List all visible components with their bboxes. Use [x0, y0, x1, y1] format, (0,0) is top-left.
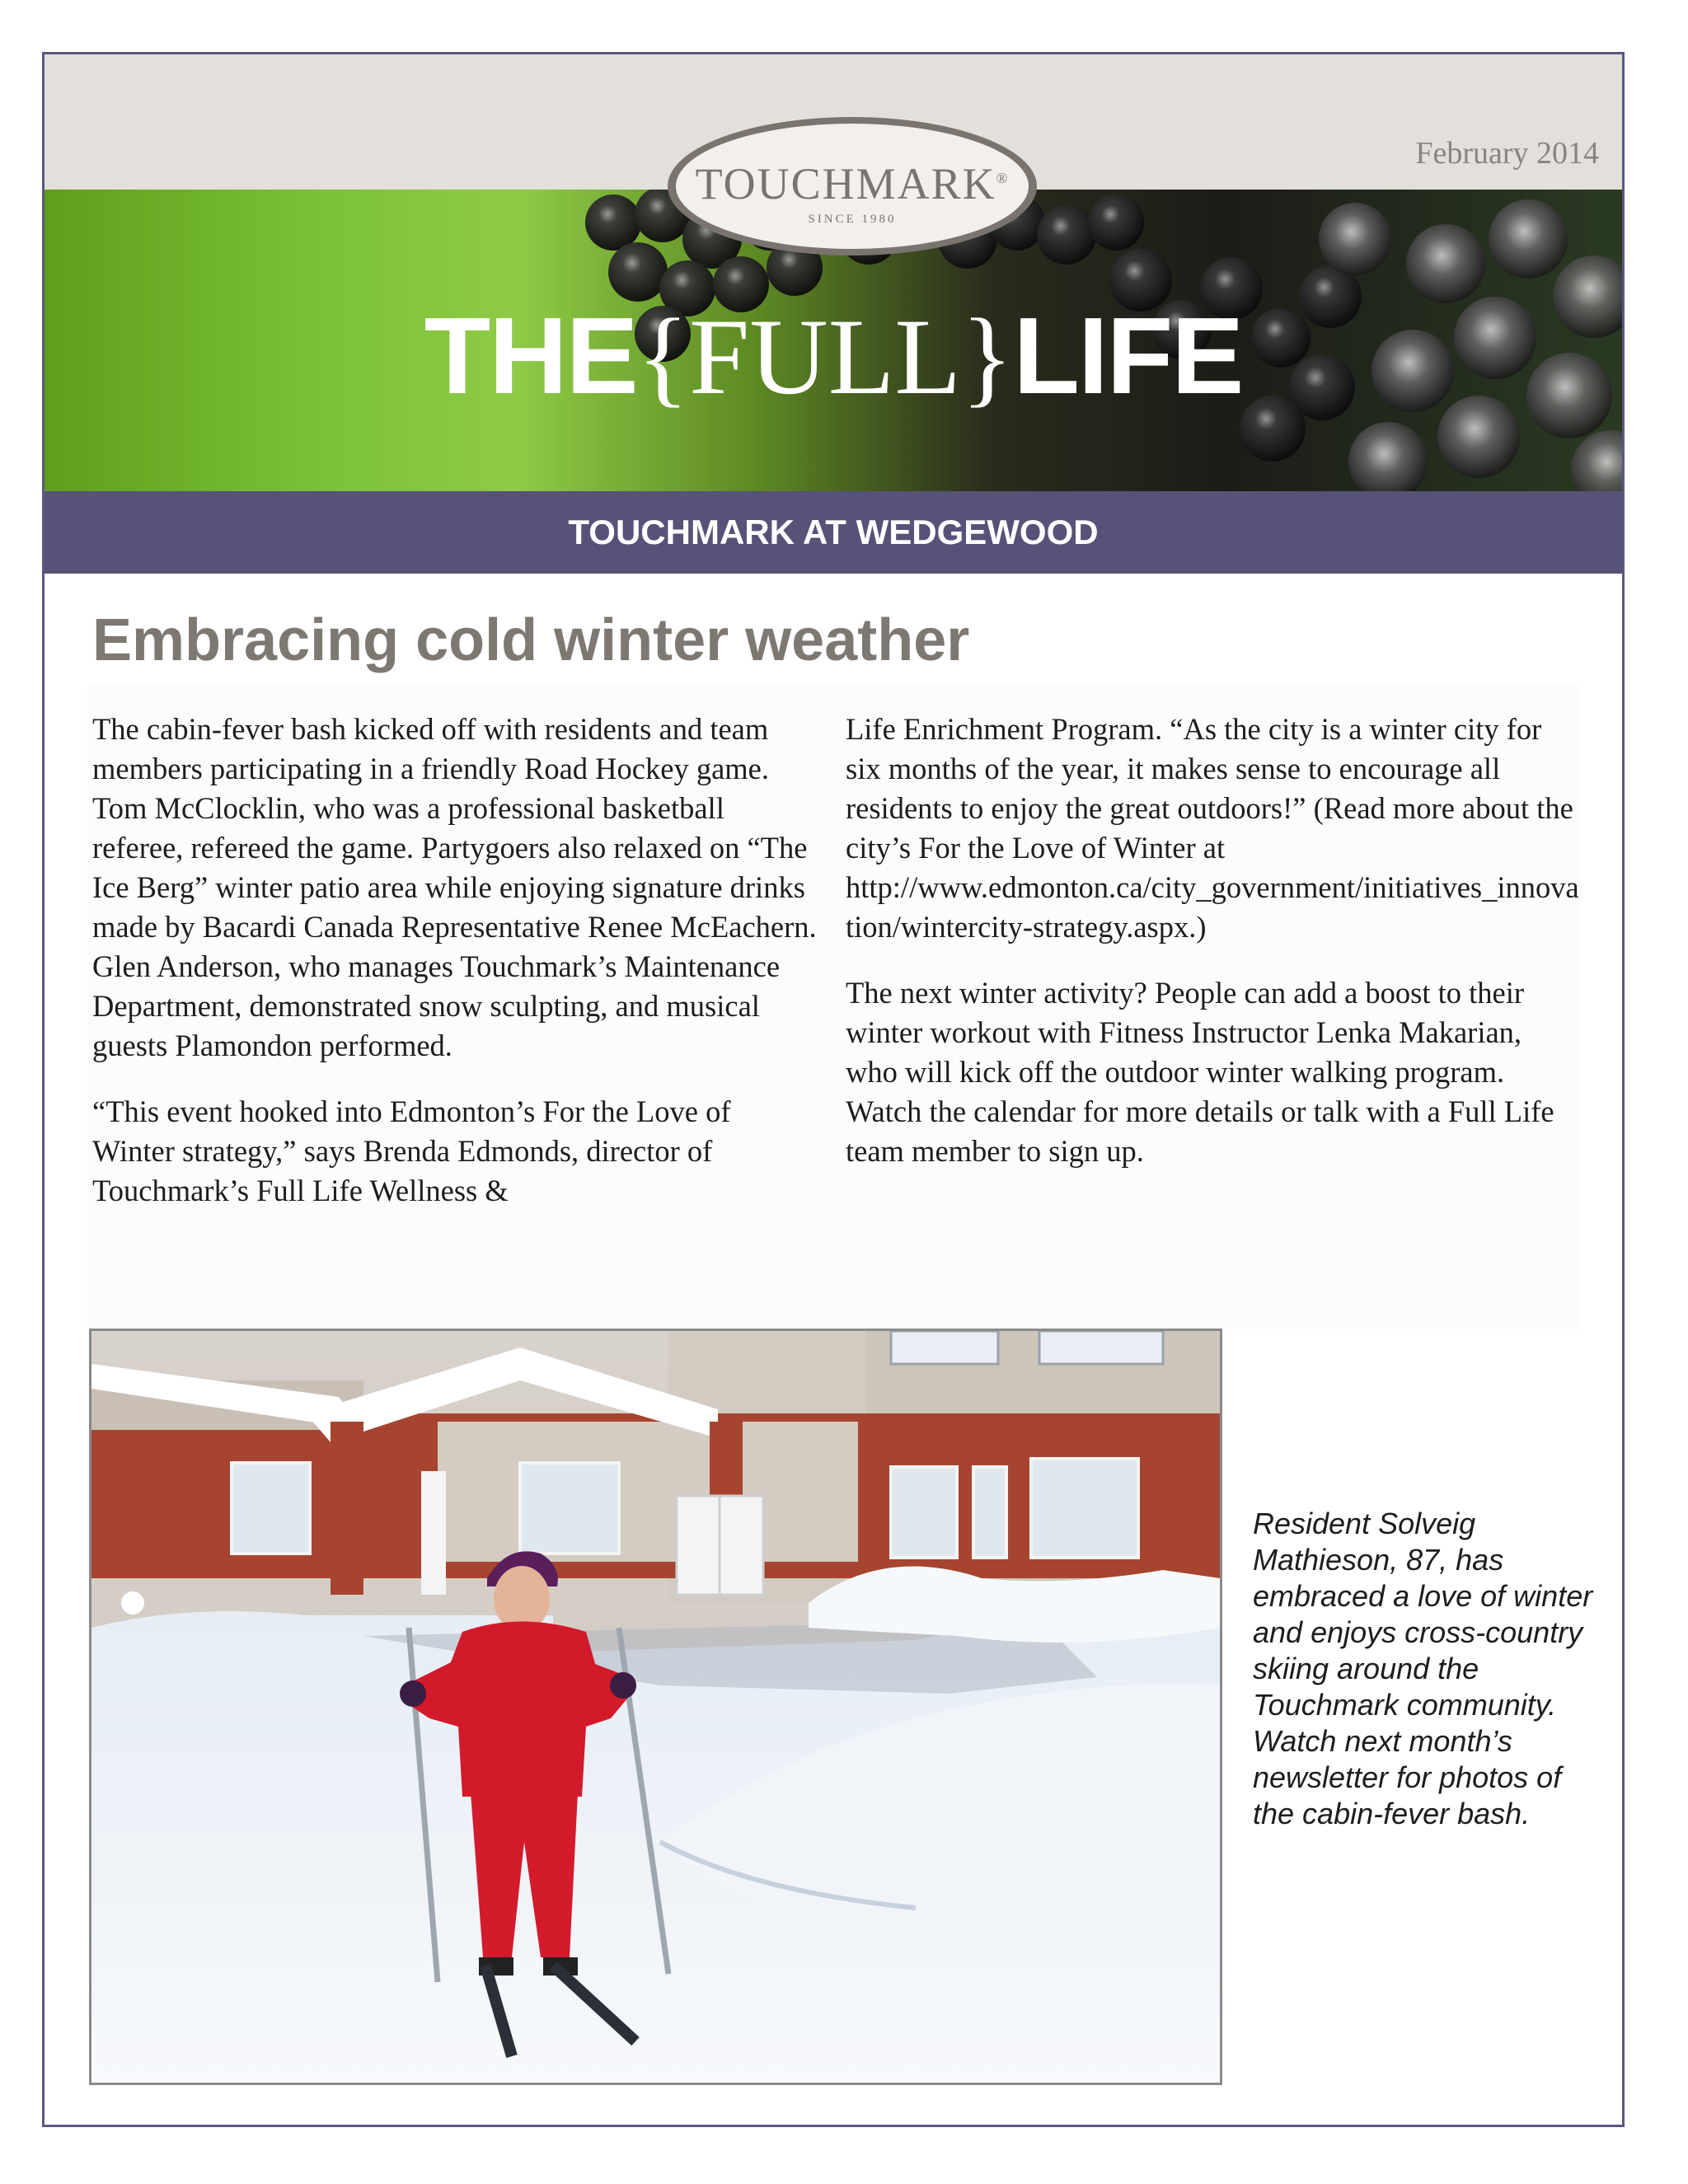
logo-since: SINCE 1980 [808, 213, 897, 226]
location-name: TOUCHMARK AT WEDGEWOOD [568, 513, 1099, 551]
article-headline: Embracing cold winter weather [92, 607, 970, 673]
paragraph: Life Enrichment Program. “As the city is a winter city for six months of the year, it makes sense to encourage all residents to enjoy the great outdoors!” (Read more about the city’s For the Love of Winter at http://www.edmonton.ca/city_government/initiatives_innovation/wintercity-strategy.aspx.) [846, 712, 1579, 944]
location-bar [45, 491, 1622, 574]
article-column-right [846, 710, 1579, 1197]
article-column-left [92, 710, 818, 1237]
logo-wordmark: TOUCHMARK® [695, 159, 1010, 209]
newsletter-page [42, 52, 1625, 2127]
paragraph: “This event hooked into Edmonton’s For the Love of Winter strategy,” says Brenda Edmonds, director of Touchmark’s Full Life Wellness & [92, 1094, 731, 1207]
skier-photo [89, 1329, 1222, 2085]
paragraph: The cabin-fever bash kicked off with residents and team members participating in a friendly Road Hockey game. Tom McClocklin, who was a professional basketball referee, refereed the game. Partygoers also relaxed on “The Ice Berg” winter patio area while enjoying signature drinks made by Bacardi Canada Representative Renee McEachern. Glen Anderson, who manages Touchmark’s Maintenance Department, demonstrated snow sculpting, and musical guests Plamondon performed. [92, 712, 817, 1062]
paragraph: The next winter activity? People can add a boost to their winter workout with Fitness Instructor Lenka Makarian, who will kick off the outdoor winter walking program. Watch the calendar for more details or talk with a Full Life team member to sign up. [846, 976, 1554, 1168]
masthead-title: THE{FULL}LIFE [424, 295, 1243, 417]
winter-scene-illustration [91, 1331, 1220, 2083]
issue-date: February 2014 [1415, 136, 1599, 171]
photo-caption: Resident Solveig Mathieson, 87, has embraced a love of winter and enjoys cross-country skiing around the Touchmark community. Watch next month’s newsletter for photos of the cabin-fever bash. [1253, 1507, 1593, 1830]
touchmark-logo [663, 112, 1042, 260]
